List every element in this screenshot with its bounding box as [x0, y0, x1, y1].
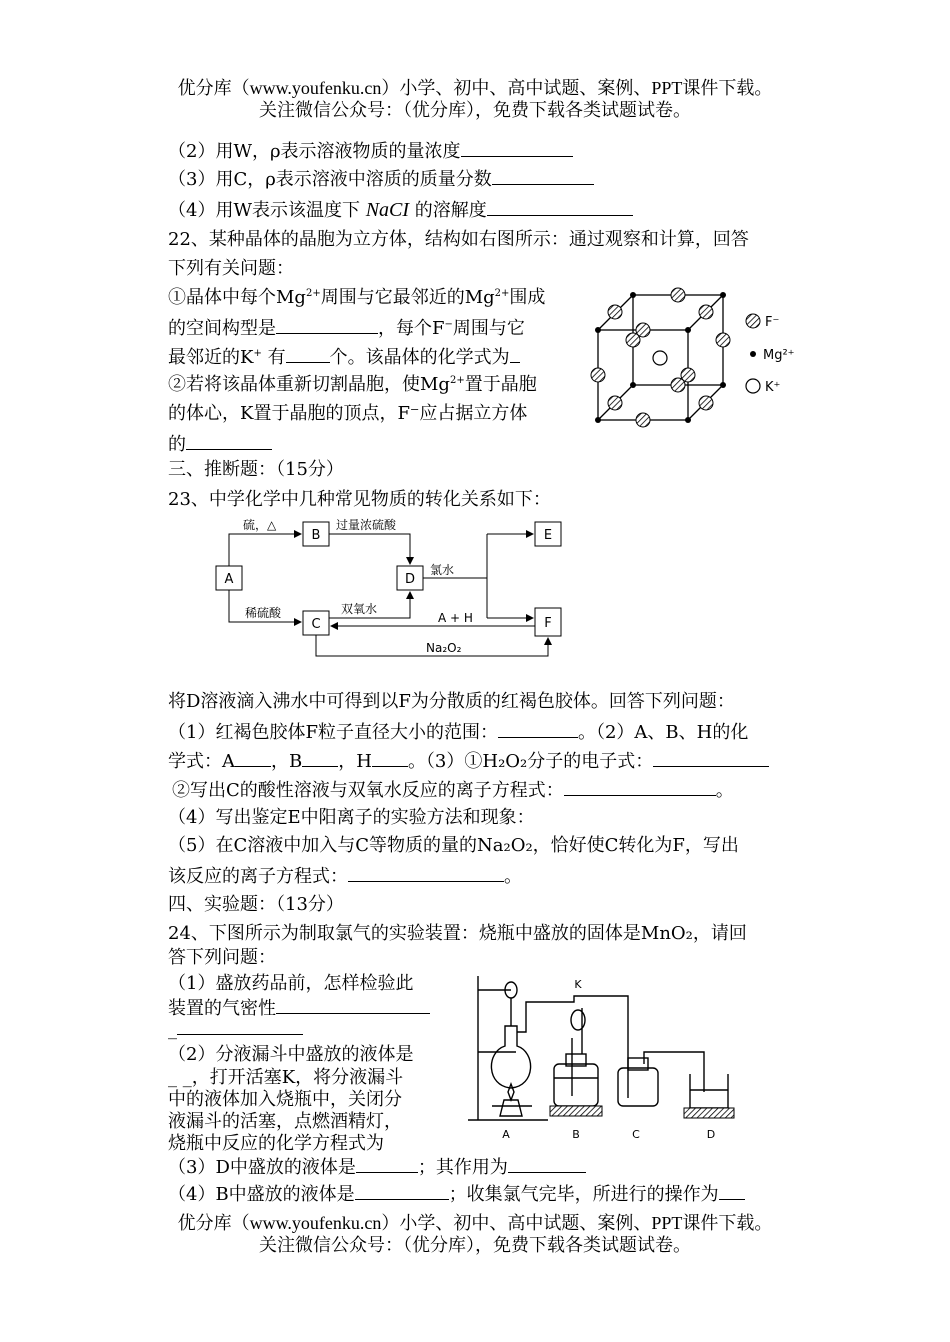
q22-line-5: 的体心，K置于晶胞的顶点，F⁻应占据立方体: [168, 403, 528, 424]
label-e: E: [543, 528, 553, 543]
q22-line-6: 的: [168, 431, 272, 457]
label-b: B: [311, 528, 321, 543]
f-ion: [716, 333, 730, 347]
f-ion: [699, 305, 713, 319]
q22-line-2: 的空间构型是 ，每个F−周围与它: [168, 315, 525, 341]
label-d: D: [404, 572, 416, 587]
q22-line-4: ②若将该晶体重新切割晶胞，使$Mg^{2+}$置于晶胞: [168, 374, 537, 395]
apparatus-label-a: A: [502, 1128, 510, 1141]
legend-k-icon: [746, 379, 760, 393]
q23-intro: 23、中学化学中几种常见物质的转化关系如下：: [168, 489, 551, 510]
platform-b: [550, 1106, 602, 1116]
k-ion: [653, 351, 667, 365]
crystal-cell-figure: [588, 285, 810, 430]
q23-line-6: （5）在C溶液中加入与C等物质的量的Na₂O₂，恰好使C转化为F，写出: [168, 835, 739, 856]
apparatus-label-d: D: [706, 1128, 716, 1141]
legend-f-icon: [746, 314, 760, 328]
q24-s2-line-1: （2）分液漏斗中盛放的液体是: [168, 1044, 414, 1065]
q24-intro-1: 24、下图所示为制取氯气的实验装置：烧瓶中盛放的固体是MnO₂，请回: [168, 923, 747, 944]
q22-line-1: ①晶体中每个$Mg^{2+}$周围与它最邻近的$Mg^{2+}$围成: [168, 287, 546, 308]
mg-ion: [630, 292, 636, 298]
q24-s2-line-2: _ _，打开活塞K，将分液漏斗: [168, 1067, 404, 1088]
legend-f: F⁻: [765, 315, 780, 330]
apparatus-label-c: C: [632, 1128, 640, 1141]
edge-ab: 硫，△: [243, 518, 277, 532]
label-a: A: [224, 572, 234, 587]
edge-bd: 过量浓硫酸: [336, 518, 397, 532]
apparatus-label-b: B: [572, 1128, 580, 1141]
f-ion: [671, 288, 685, 302]
footer-line-1: 优分库（www.youfenku.cn）小学、初中、高中试题、案例、PPT课件下载。: [177, 1213, 773, 1233]
q24-s3: （3）D中盛放的液体是 ；其作用为: [168, 1154, 586, 1180]
q24-s1-line-1: （1）盛放药品前，怎样检验此: [168, 973, 414, 994]
header-line-2: 关注微信公众号：（优分库），免费下载各类试题试卷。: [259, 100, 691, 120]
q22-intro-2: 下列有关问题：: [168, 258, 294, 279]
q24-s2-line-4: 液漏斗的活塞，点燃酒精灯，: [168, 1111, 402, 1132]
mg-ion: [720, 382, 726, 388]
mg-ion: [595, 327, 601, 333]
q24-s4: （4）B中盛放的液体是 ；收集氯气完毕，所进行的操作为: [168, 1181, 745, 1207]
q23-line-1: 将D溶液滴入沸水中可得到以F为分散质的红褐色胶体。回答下列问题：: [168, 691, 735, 712]
reaction-diagram: [210, 514, 580, 662]
section-3-title: 三、推断题：（15分）: [168, 459, 344, 480]
label-c: C: [311, 617, 321, 632]
section-4-title: 四、实验题：（13分）: [168, 894, 344, 915]
platform-d: [684, 1108, 734, 1118]
legend-mg: Mg²⁺: [763, 348, 795, 363]
q23-line-7: 该反应的离子方程式： 。: [168, 863, 522, 889]
q22-intro-1: 22、某种晶体的晶胞为立方体，结构如右图所示：通过观察和计算，回答: [168, 229, 749, 250]
q23-line-5: （4）写出鉴定E中阳离子的实验方法和现象：: [168, 807, 535, 828]
f-ion: [591, 368, 605, 382]
header-line-1: 优分库（www.youfenku.cn）小学、初中、高中试题、案例、PPT课件下载。: [177, 78, 773, 98]
apparatus-label-k: K: [574, 978, 582, 991]
legend-k: K⁺: [765, 380, 781, 395]
q23-line-2: （1）红褐色胶体F粒子直径大小的范围： 。（2）A、B、H的化: [168, 719, 748, 745]
q23-line-4: ②写出C的酸性溶液与双氧水反应的离子方程式： 。: [172, 777, 734, 803]
q22-line-3: 最邻近的K+ 有 个。该晶体的化学式为: [168, 344, 520, 370]
f-ion: [608, 396, 622, 410]
f-ion: [636, 413, 650, 427]
edge-de: 氯水: [430, 563, 455, 577]
q24-intro-2: 答下列问题：: [168, 947, 276, 968]
q24-s1-line-2: 装置的气密性: [168, 995, 430, 1021]
f-ion: [671, 378, 685, 392]
f-ion: [608, 305, 622, 319]
q23-line-3: 学式：A ，B ，H 。（3）①H₂O₂分子的电子式：: [168, 748, 769, 774]
chlorine-apparatus-figure: [456, 968, 756, 1144]
q21-part4: （4）用W表示该温度下 NaCI 的溶解度: [168, 197, 633, 223]
q24-s1-line-3: _: [168, 1016, 303, 1042]
mg-ion: [685, 327, 691, 333]
mg-ion: [685, 417, 691, 423]
f-ion: [626, 333, 640, 347]
label-f: F: [544, 616, 552, 631]
mg-ion: [630, 382, 636, 388]
edge-ac: 稀硫酸: [245, 606, 282, 620]
q21-part3: （3）用C，ρ表示溶液中溶质的质量分数: [168, 166, 594, 192]
mg-ion: [595, 417, 601, 423]
q24-s2-line-5: 烧瓶中反应的化学方程式为: [168, 1133, 384, 1154]
q21-part2: （2）用W，ρ表示溶液物质的量浓度: [168, 138, 573, 164]
edge-cf: Na₂O₂: [426, 641, 462, 655]
f-ion: [699, 396, 713, 410]
edge-cd: 双氧水: [341, 602, 378, 616]
legend-mg-icon: [750, 351, 756, 357]
mg-ion: [720, 292, 726, 298]
q24-s2-line-3: 中的液体加入烧瓶中，关闭分: [168, 1089, 402, 1110]
footer-line-2: 关注微信公众号：（优分库），免费下载各类试题试卷。: [259, 1235, 691, 1255]
edge-fc: A + H: [438, 611, 473, 625]
